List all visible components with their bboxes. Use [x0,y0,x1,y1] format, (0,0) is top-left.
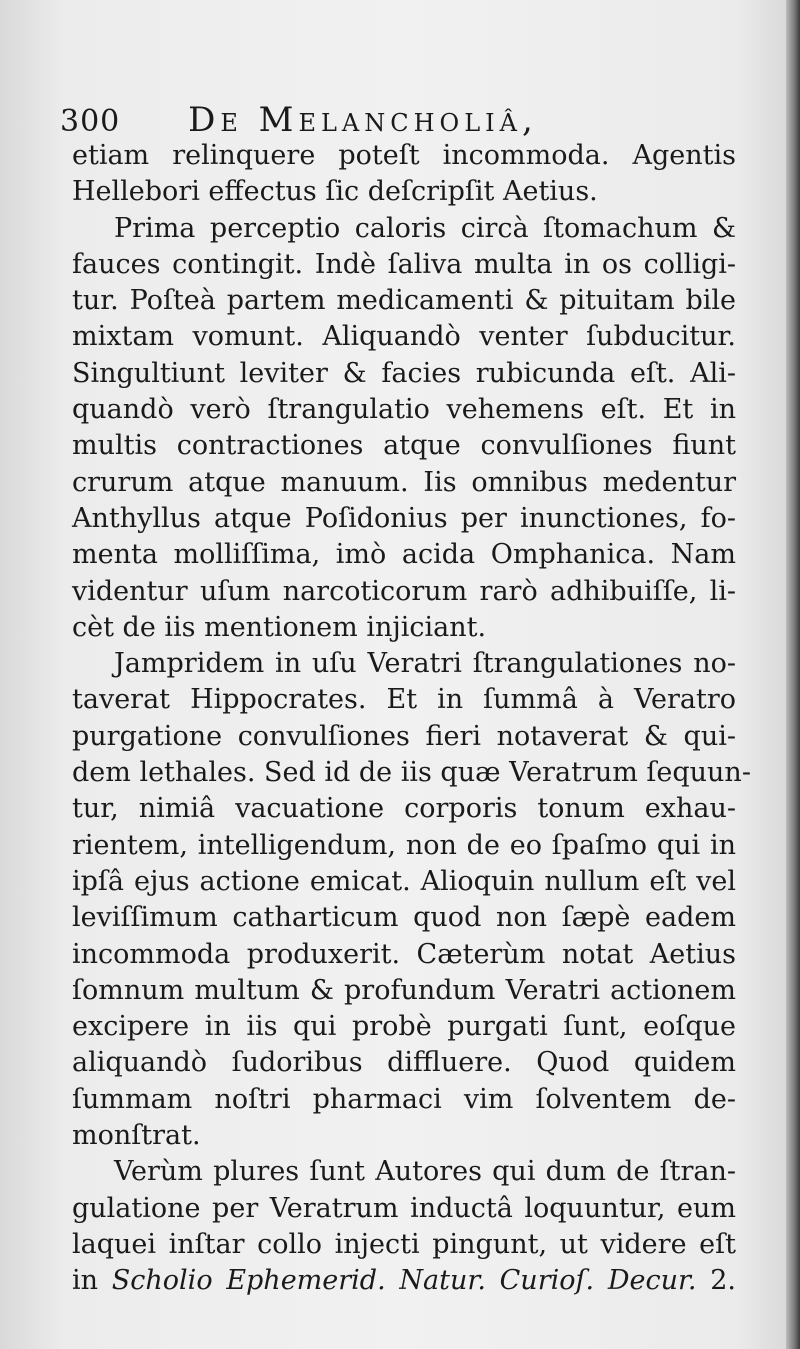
text-line: rientem, intelligendum, non de eo ſpaſmo qui in [72,829,736,861]
text-line: leviſſimum catharticum quod non ſæpè eadem [72,902,736,934]
text-line: Jampridem in uſu Veratri ſtrangulationes no- [114,648,736,680]
text-line: excipere in iis qui probè purgati ſunt, eoſque [72,1011,736,1043]
text-line: cèt de iis mentionem injiciant. [72,611,487,643]
text-line: ipſâ ejus actione emicat. Alioquin nullum eſt vel [72,865,736,897]
text-line: tur, nimiâ vacuatione corporis tonum exhau- [72,793,736,825]
text-line: ſummam noſtri pharmaci vim ſolventem de- [72,1083,736,1115]
text-line: dem lethales. Sed id de iis quæ Veratrum ſequun- [72,757,751,789]
text-line: monſtrat. [72,1120,201,1152]
page-number: 300 [60,104,121,139]
text-line: multis contractiones atque convulſiones fiunt [72,430,736,462]
text-line: Hellebori effectus ſic deſcripſit Aetius. [72,176,598,208]
citation-prefix: in [72,1265,112,1297]
text-line: tur. Poſteà partem medicamenti & pituitam bile [72,285,736,317]
text-line: mixtam vomunt. Aliquandò venter ſubducitur. [72,321,736,353]
text-line: ſomnum multum & profundum Veratri actionem [72,974,736,1006]
text-line: Singultiunt leviter & facies rubicunda eſt. Ali- [72,357,736,389]
body-text [72,138,751,1300]
text-line: menta molliſſima, imò acida Omphanica. Nam [72,539,736,571]
text-line: etiam relinquere poteſt incommoda. Agentis [72,140,736,171]
page-header [60,96,740,144]
citation-suffix: 2. [696,1265,736,1297]
text-line: Verùm plures ſunt Autores qui dum de ſtran- [114,1156,736,1188]
text-line: Prima perceptio caloris circà ſtomachum & [114,212,736,244]
text-line: laquei inſtar collo injecti pingunt, ut videre eſt [72,1228,736,1260]
text-line: gulatione per Veratrum inductâ loquuntur, eum [72,1192,736,1224]
text-line: incommoda produxerit. Cæterùm notat Aetius [72,938,736,970]
text-line: fauces contingit. Indè ſaliva multa in os colligi- [72,248,736,280]
text-line: Anthyllus atque Poſidonius per inunctiones, fo- [72,502,736,534]
text-line: taverat Hippocrates. Et in ſummâ à Veratro [72,684,736,716]
text-line: purgatione convulſiones fieri notaverat & qui- [72,720,736,752]
text-line-closing [72,1263,736,1299]
citation-reference: Scholio Ephemerid. Natur. Curioſ. Decur. [111,1265,697,1297]
text-line: quandò verò ſtrangulatio vehemens eſt. Et in [72,394,736,426]
text-line: aliquandò ſudoribus diffluere. Quod quidem [72,1047,736,1079]
text-line: crurum atque manuum. Iis omnibus medentur [72,466,736,498]
running-head: De Melancholiâ, [188,100,538,140]
page-edge-shadow [786,0,800,1349]
text-line: videntur uſum narcoticorum rarò adhibuiſſe, li- [72,575,736,607]
